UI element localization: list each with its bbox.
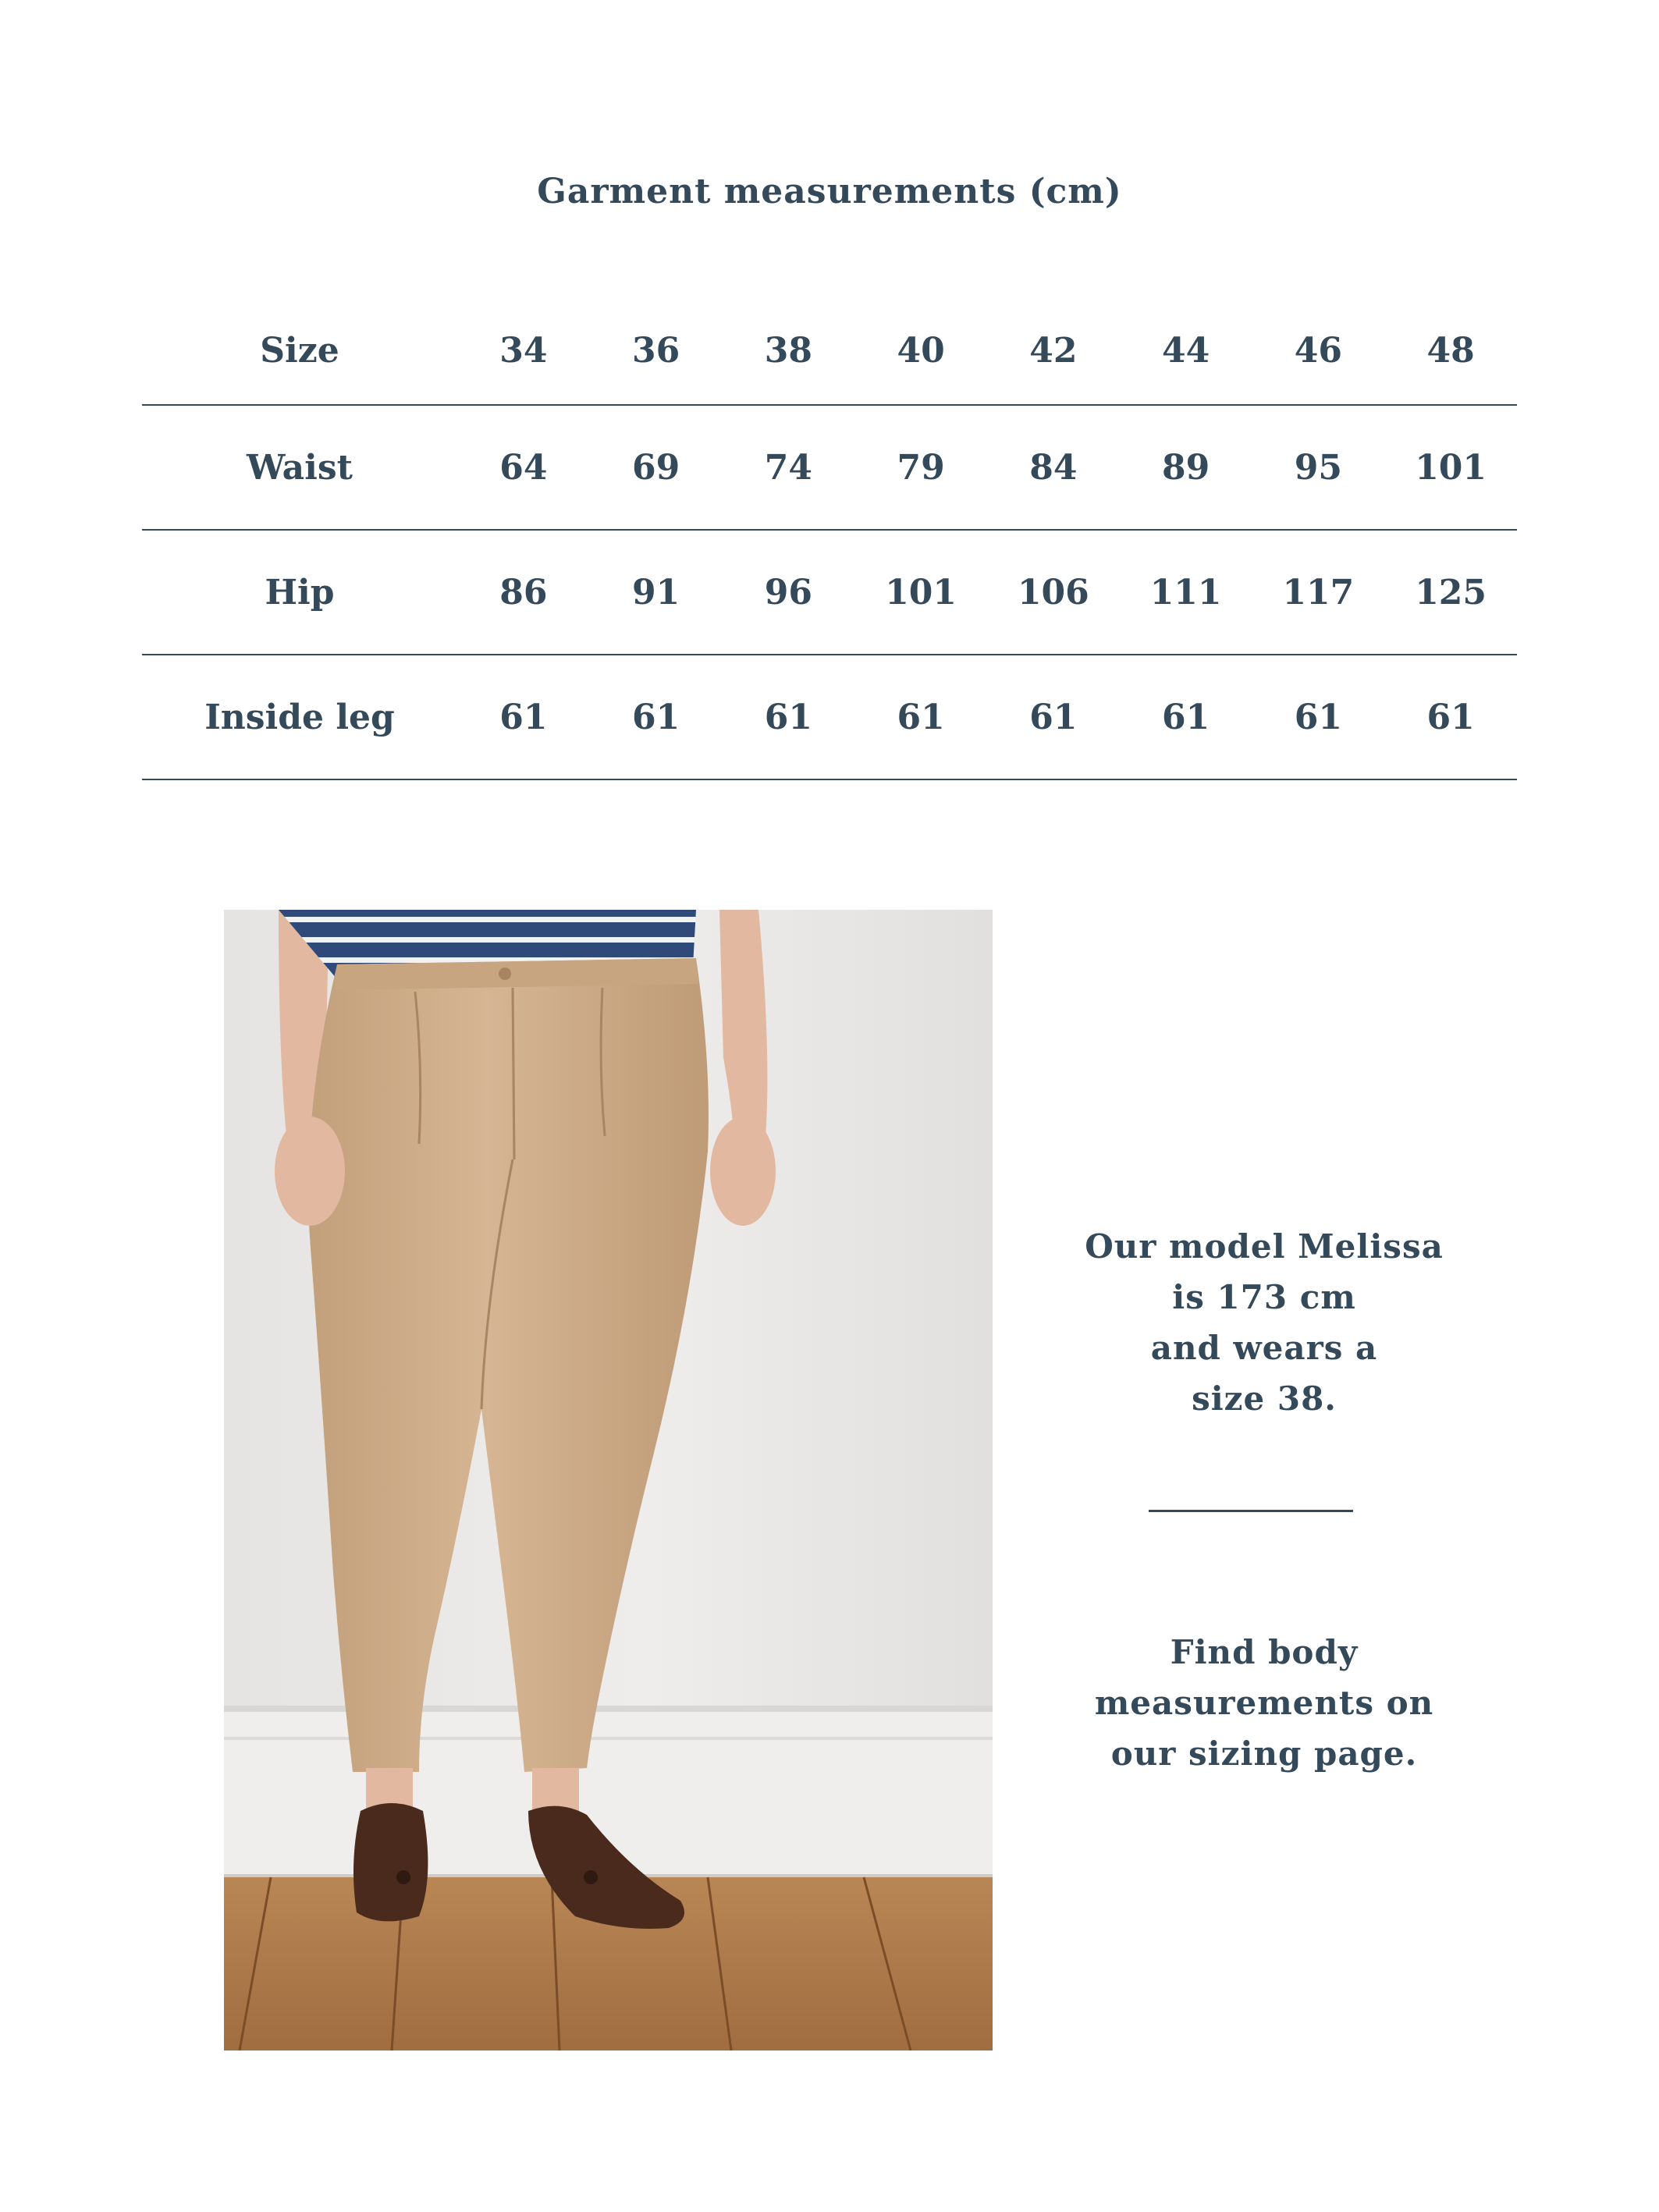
- table-row: [142, 405, 1517, 530]
- size-value: 36: [590, 296, 723, 405]
- table-cell: 61: [723, 655, 855, 779]
- row-label-hip: Hip: [142, 530, 457, 655]
- divider: [1149, 1510, 1353, 1512]
- table-cell: 64: [457, 405, 590, 530]
- table-cell: 61: [1252, 655, 1385, 779]
- table-cell: 61: [854, 655, 987, 779]
- size-value: 40: [854, 296, 987, 405]
- model-caption: [1053, 1221, 1475, 1424]
- table-cell: 101: [1384, 405, 1517, 530]
- caption-line: and wears a: [1150, 1329, 1378, 1367]
- table-cell: 74: [723, 405, 855, 530]
- table-cell: 101: [854, 530, 987, 655]
- caption-line: size 38.: [1192, 1379, 1337, 1418]
- table-cell: 61: [1384, 655, 1517, 779]
- size-value: 44: [1120, 296, 1252, 405]
- table-cell: 106: [987, 530, 1120, 655]
- table-cell: 117: [1252, 530, 1385, 655]
- table-cell: 61: [987, 655, 1120, 779]
- sizing-caption: [1053, 1627, 1475, 1779]
- row-label-inside-leg: Inside leg: [142, 655, 457, 779]
- caption-line: Find body: [1170, 1633, 1359, 1671]
- caption-line: our sizing page.: [1110, 1734, 1418, 1773]
- model-photo: [224, 910, 993, 2050]
- caption-line: Our model Melissa: [1085, 1227, 1444, 1266]
- row-label-waist: Waist: [142, 405, 457, 530]
- table-cell: 61: [457, 655, 590, 779]
- size-value: 38: [723, 296, 855, 405]
- size-value: 34: [457, 296, 590, 405]
- table-cell: 61: [1120, 655, 1252, 779]
- size-value: 46: [1252, 296, 1385, 405]
- table-cell: 69: [590, 405, 723, 530]
- table-cell: 89: [1120, 405, 1252, 530]
- size-value: 42: [987, 296, 1120, 405]
- table-row: [142, 296, 1517, 405]
- caption-line: measurements on: [1094, 1684, 1434, 1722]
- table-cell: 96: [723, 530, 855, 655]
- table-row: [142, 655, 1517, 779]
- table-cell: 91: [590, 530, 723, 655]
- table-cell: 61: [590, 655, 723, 779]
- table-row: [142, 530, 1517, 655]
- size-table: [142, 296, 1517, 780]
- page-title: Garment measurements (cm): [537, 172, 1122, 211]
- table-cell: 111: [1120, 530, 1252, 655]
- table-cell: 79: [854, 405, 987, 530]
- size-value: 48: [1384, 296, 1517, 405]
- table-cell: 86: [457, 530, 590, 655]
- table-cell: 125: [1384, 530, 1517, 655]
- caption-line: is 173 cm: [1172, 1278, 1356, 1316]
- table-cell: 95: [1252, 405, 1385, 530]
- table-cell: 84: [987, 405, 1120, 530]
- row-label-size: Size: [142, 296, 457, 405]
